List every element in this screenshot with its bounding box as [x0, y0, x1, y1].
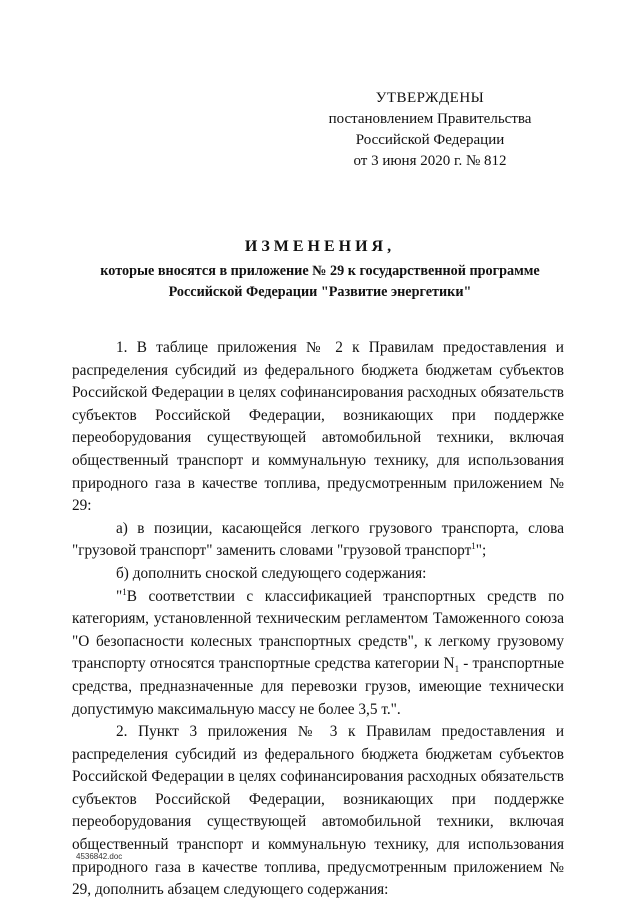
approval-title: УТВЕРЖДЕНЫ: [375, 90, 485, 106]
approval-line-date: от 3 июня 2020 г. № 812: [353, 153, 507, 169]
paragraph-2-end: ";: [475, 542, 487, 560]
approval-line-resolution: постановлением Правительства: [328, 111, 532, 127]
document-subtitle: [70, 261, 570, 303]
document-title: ИЗМЕНЕНИЯ,: [244, 238, 396, 255]
category-subscript: 1: [454, 664, 460, 675]
subtitle-line-2: Российской Федерации "Развитие энергетики": [168, 284, 472, 300]
approval-line-federation: Российской Федерации: [355, 132, 505, 148]
paragraph-2-text: а) в позиции, касающейся легкого грузового транспорта, слова "грузовой транспорт" заменить словами "грузовой транспорт: [72, 519, 564, 560]
footnote-ref: 1: [471, 541, 476, 552]
paragraph-1: 1. В таблице приложения № 2 к Правилам предоставления и распределения субсидий из федерального бюджета бюджетам субъектов Российской Федерации в целях софинансирования расходных обязательств субъектов Российской Федерации, возникающих при поддержке переоборудования существующей автомобильной техники, включая общественный транспорт и коммунальную технику, для использования природного газа в качестве топлива, предусмотренным приложением № 29:: [72, 339, 564, 515]
paragraph-2: [72, 518, 564, 563]
approval-stamp: [300, 88, 560, 172]
file-name-footer: 4536842.doc: [76, 852, 123, 861]
paragraph-5: 2. Пункт 3 приложения № 3 к Правилам предоставления и распределения субсидий из федерального бюджета бюджетам субъектов Российской Федерации в целях софинансирования расходных обязательств субъектов Российской Федерации, возникающих при поддержке переоборудования существующей автомобильной техники, включая общественный транспорт и коммунальную технику, для использования природного газа в качестве топлива, предусмотренным приложением № 29, дополнить абзацем следующего содержания:: [72, 723, 564, 899]
subtitle-line-1: которые вносятся в приложение № 29 к государственной программе: [100, 263, 540, 279]
paragraph-4-text-2: - транспортные средства, предназначенные для перевозки грузов, имеющие технически допустимую максимальную массу не более 3,5 т.".: [72, 655, 565, 718]
paragraph-4-footnote: [72, 586, 564, 722]
quote-open: ": [116, 587, 123, 605]
paragraph-4-text-1: В соответствии с классификацией транспортных средств по категориям, установленной техническим регламентом Таможенного союза "О безопасности колесных транспортных средств", к легкому грузовому транспорту относятся транспортные средства категории N: [72, 587, 564, 673]
paragraph-3: б) дополнить сноской следующего содержания:: [116, 564, 427, 582]
document-body: [72, 337, 564, 902]
footnote-mark: 1: [122, 586, 127, 597]
